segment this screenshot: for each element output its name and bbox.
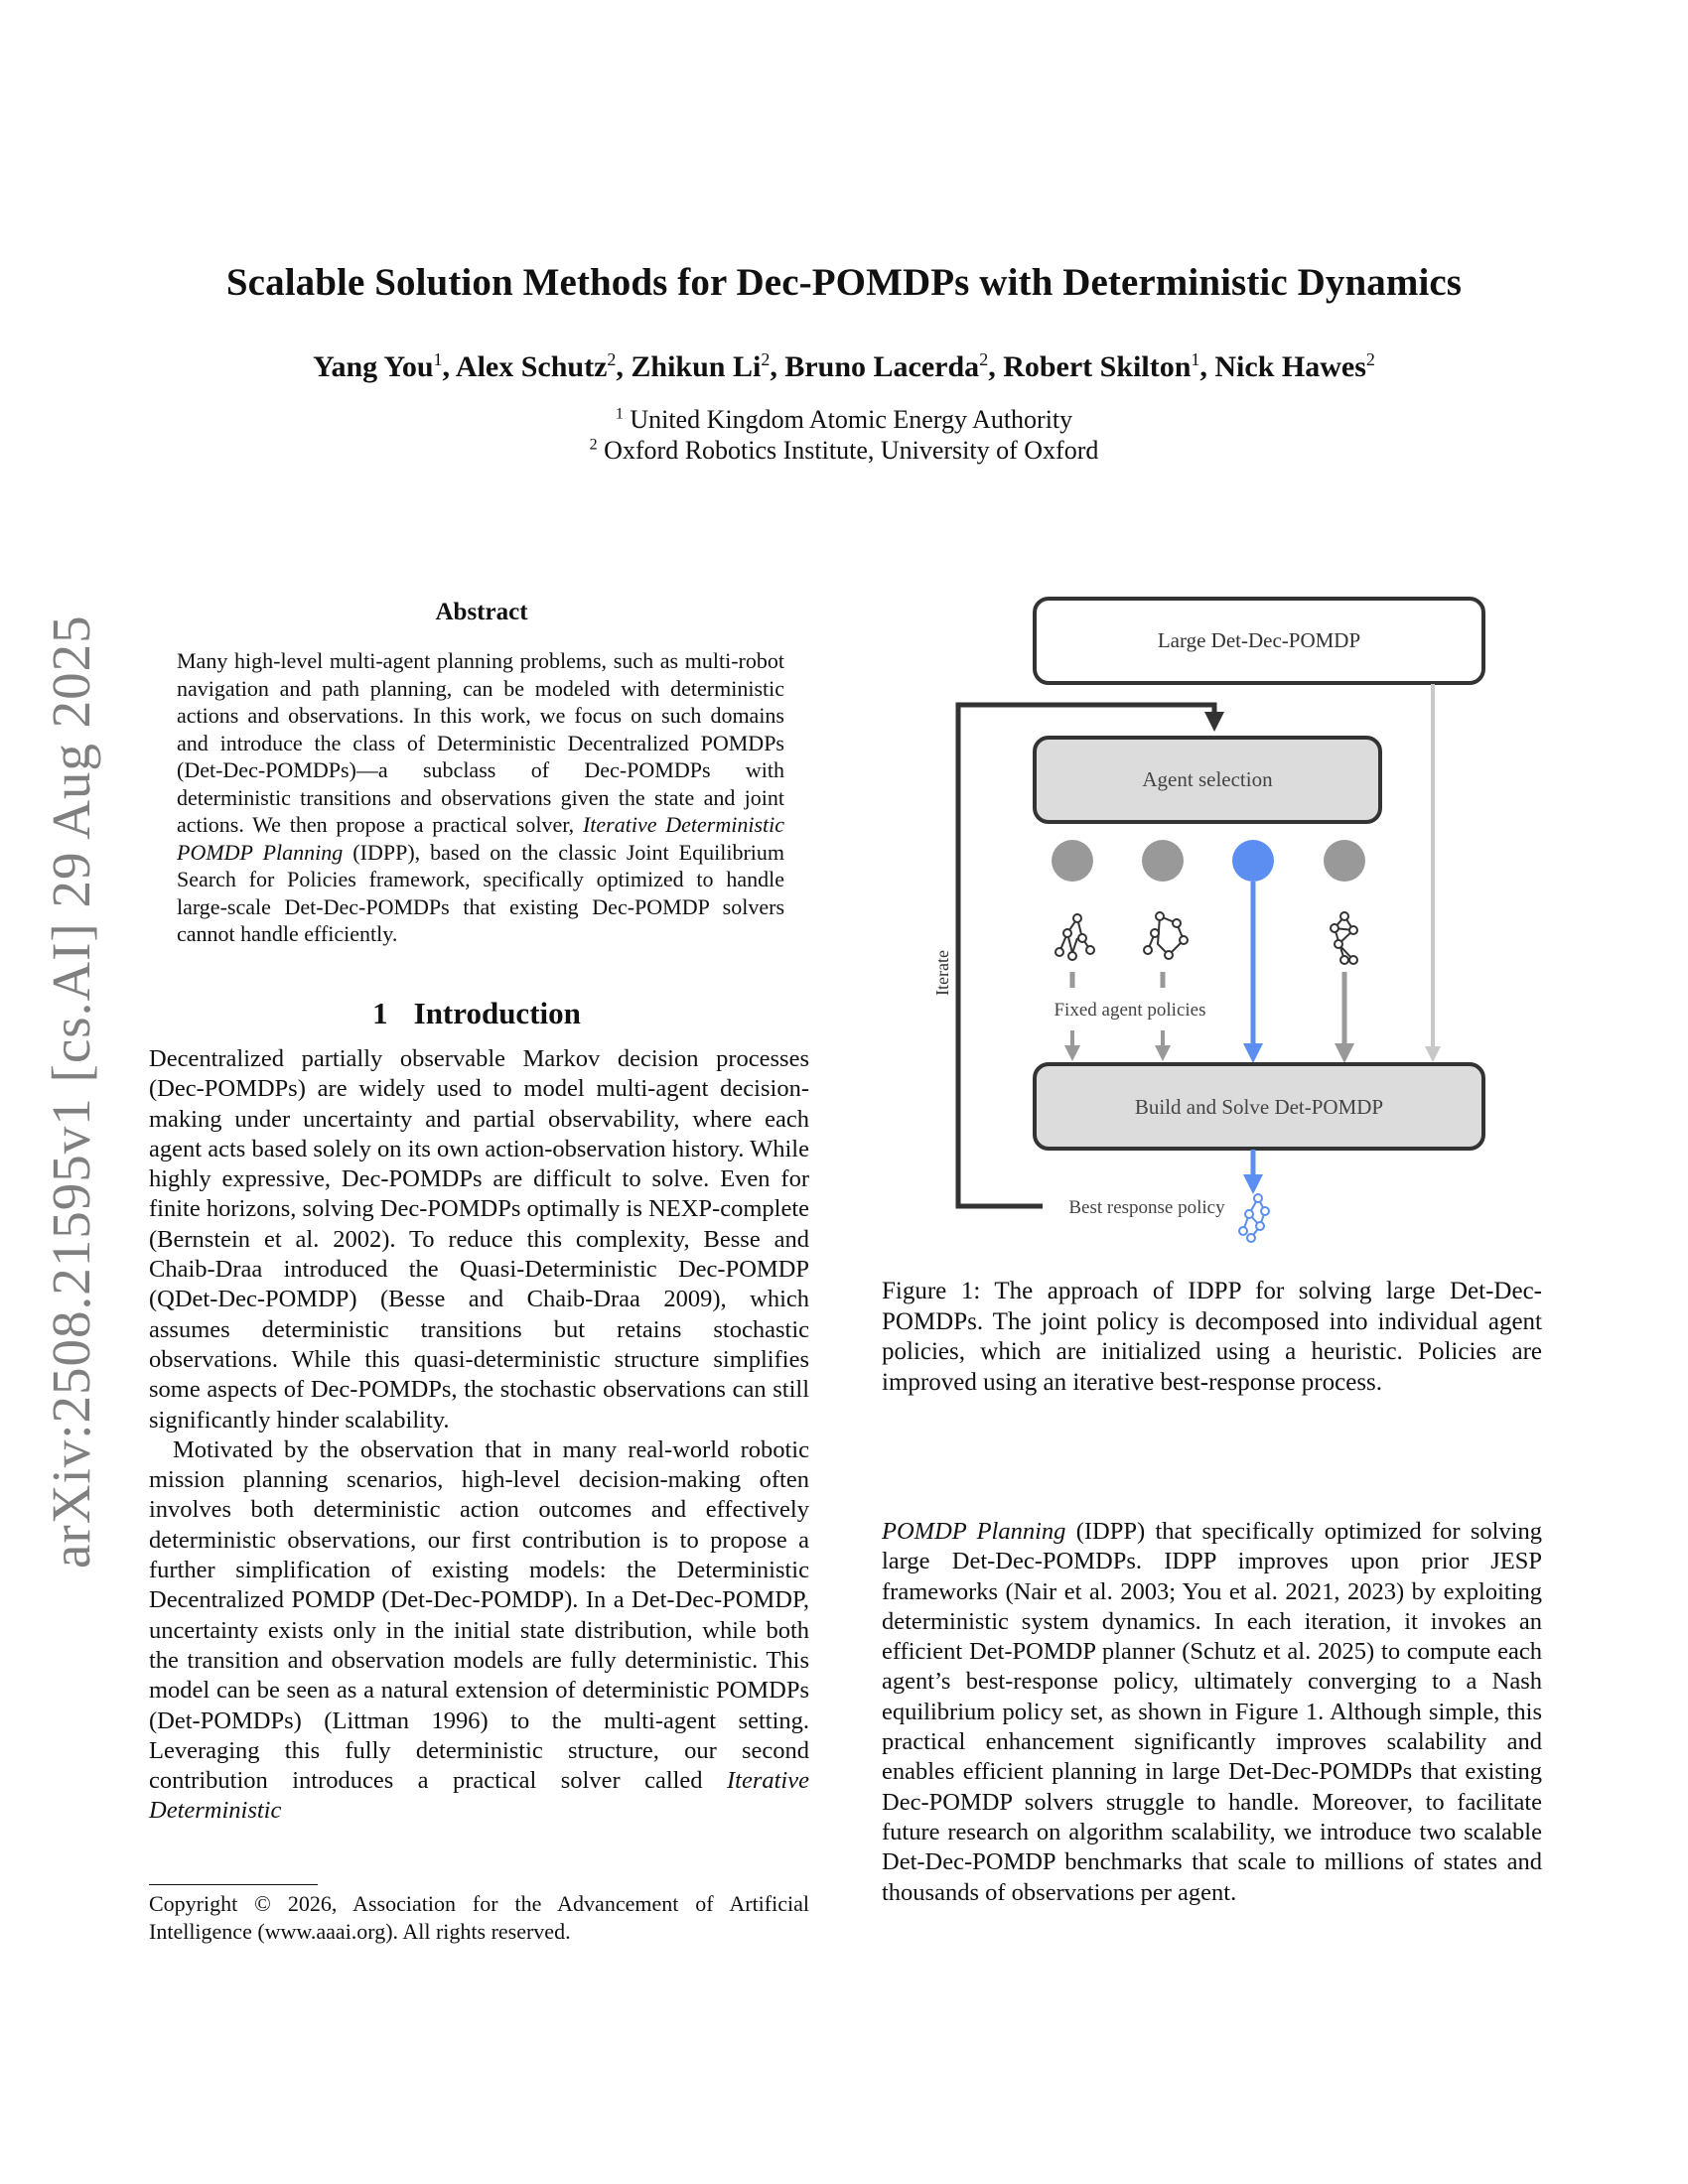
author-affiliation-mark: 1 xyxy=(1191,349,1200,369)
method-name-italic: POMDP Planning xyxy=(882,1518,1066,1545)
label-best-response: Best response policy xyxy=(1068,1197,1225,1218)
author-name: Bruno Lacerda xyxy=(784,350,980,383)
author-name: Alex Schutz xyxy=(455,350,608,383)
section-title: Introduction xyxy=(413,996,581,1030)
policy-graph-4 xyxy=(1331,912,1357,964)
agent-4 xyxy=(1324,840,1365,882)
author-affiliation-mark: 2 xyxy=(607,349,617,369)
affiliation-number: 2 xyxy=(589,436,598,454)
paragraph-text: Motivated by the observation that in many real-world robotic mission planning scenarios, high-level decision-making often involves both deterministic action outcomes and effectively deterministic observations, our first contribution is to propose a further simplification of existing models: the Deterministic Decentralized POMDP (Det-Dec-POMDP). In a Det-Dec-POMDP, uncertainty exists only in the initial state distribution, while both the transition and observation models are fully deterministic. This model can be seen as a natural extension of deterministic POMDPs (Det-POMDPs) (Littman 1996) to the multi-agent setting. Leveraging this fully deterministic structure, our second contribution introduces a practical solver called xyxy=(149,1435,809,1795)
agent-3-selected xyxy=(1232,840,1274,882)
author-list: Yang You$^1$, Alex Schutz$^2$, Zhikun Li$^2$, Bruno Lacerda$^2$, Robert Skilton$^1$, Nick Hawes$^2$ xyxy=(313,349,1375,383)
abstract-part-1: Many high-level multi-agent planning problems, such as multi-robot navigation and path planning, can be modeled with deterministic actions and observations. In this work, we focus on such domains and introduce the class of Deterministic Decentralized POMDPs (Det-Dec-POMDPs)—a subclass of Dec-POMDPs with deterministic transitions and observations given the state and joint actions. We then propose a practical solver, xyxy=(177,648,784,837)
paragraph xyxy=(149,1435,809,1827)
abstract-heading: Abstract xyxy=(435,599,528,625)
affiliation-text: Oxford Robotics Institute, University of Oxford xyxy=(604,436,1099,465)
author-name: Yang You xyxy=(313,350,434,383)
author-name: Zhikun Li xyxy=(631,350,762,383)
policy-graph-2 xyxy=(1144,912,1188,959)
footnote-rule xyxy=(149,1884,318,1885)
policy-graph-1 xyxy=(1055,914,1094,960)
paragraph: Decentralized partially observable Markov decision processes (Dec-POMDPs) are widely used to model multi-agent decision-making under uncertainty and partial observability, where each agent acts based solely on its own action-observation history. While highly expressive, Dec-POMDPs are difficult to solve. Even for finite horizons, solving Dec-POMDPs optimally is NEXP-complete (Bernstein et al. 2002). To reduce this complexity, Besse and Chaib-Draa introduced the Quasi-Deterministic Dec-POMDP (QDet-Dec-POMDP) (Besse and Chaib-Draa 2009), which assumes deterministic transitions but retains stochastic observations. While this quasi-deterministic structure simplifies some aspects of Dec-POMDPs, the stochastic observations can still significantly hinder scalability. xyxy=(149,1045,809,1433)
body-column-left xyxy=(149,1044,809,1827)
body-column-right xyxy=(882,1517,1542,1908)
label-fixed-policies: Fixed agent policies xyxy=(1054,1000,1206,1021)
author-name: Nick Hawes xyxy=(1214,350,1366,383)
section-number: 1 xyxy=(372,996,388,1030)
affiliation-2 xyxy=(0,436,1688,466)
abstract-text xyxy=(177,647,784,948)
paper-title: Scalable Solution Methods for Dec-POMDPs with Deterministic Dynamics xyxy=(225,261,1463,304)
author-name: Robert Skilton xyxy=(1003,350,1192,383)
section-heading xyxy=(149,996,804,1031)
arxiv-identifier: arXiv:2508.21595v1 [cs.AI] 29 Aug 2025 xyxy=(41,614,101,1569)
method-name-italic: Iterative Deterministic xyxy=(149,1767,809,1825)
abstract-method-name: Iterative Deterministic POMDP Planning xyxy=(177,812,784,865)
paragraph-text: (IDPP) that specifically optimized for solving large Det-Dec-POMDPs. IDPP improves upon prior JESP frameworks (Nair et al. 2003; You et al. 2021, 2023) by exploiting deterministic system dynamics. In each iteration, it invokes an efficient Det-POMDP planner (Schutz et al. 2025) to compute each agent’s best-response policy, ultimately converging to a Nash equilibrium policy set, as shown in Figure 1. Although simple, this practical enhancement significantly improves scalability and enables efficient planning in large Det-Dec-POMDPs that existing Dec-POMDP solvers struggle to handle. Moreover, to facilitate future research on algorithm scalability, we introduce two scalable Det-Dec-POMDP benchmarks that scale to millions of states and thousands of observations per agent. xyxy=(882,1518,1542,1906)
affiliation-1 xyxy=(0,405,1688,435)
label-iterate: Iterate xyxy=(932,950,952,996)
author-affiliation-mark: 2 xyxy=(1365,349,1375,369)
copyright-footnote: Copyright © 2026, Association for the Advancement of Artificial Intelligence (www.aaai.org). All rights reserved. xyxy=(149,1891,809,1944)
author-affiliation-mark: 2 xyxy=(979,349,989,369)
box-large-label: Large Det-Dec-POMDP xyxy=(1157,628,1361,652)
abstract-part-2: (IDPP), based on the classic Joint Equilibrium Search for Policies framework, specifically optimized to handle large-scale Det-Dec-POMDPs that existing Dec-POMDP solvers cannot handle efficiently. xyxy=(177,839,785,946)
agent-2 xyxy=(1142,840,1184,882)
affiliation-text: United Kingdom Atomic Energy Authority xyxy=(630,405,1073,434)
figure-1-caption: Figure 1: The approach of IDPP for solving large Det-Dec-POMDPs. The joint policy is decomposed into individual agent policies, which are initialized using a heuristic. Policies are improved using an iterative best-response process. xyxy=(882,1278,1542,1396)
agent-1 xyxy=(1052,840,1093,882)
affiliation-number: 1 xyxy=(615,405,624,423)
best-response-policy-graph xyxy=(1239,1194,1269,1242)
figure-1-diagram xyxy=(923,591,1499,1266)
author-affiliation-mark: 1 xyxy=(433,349,443,369)
box-agent-label: Agent selection xyxy=(1142,767,1273,791)
box-build-label: Build and Solve Det-POMDP xyxy=(1134,1095,1384,1119)
author-affiliation-mark: 2 xyxy=(761,349,771,369)
